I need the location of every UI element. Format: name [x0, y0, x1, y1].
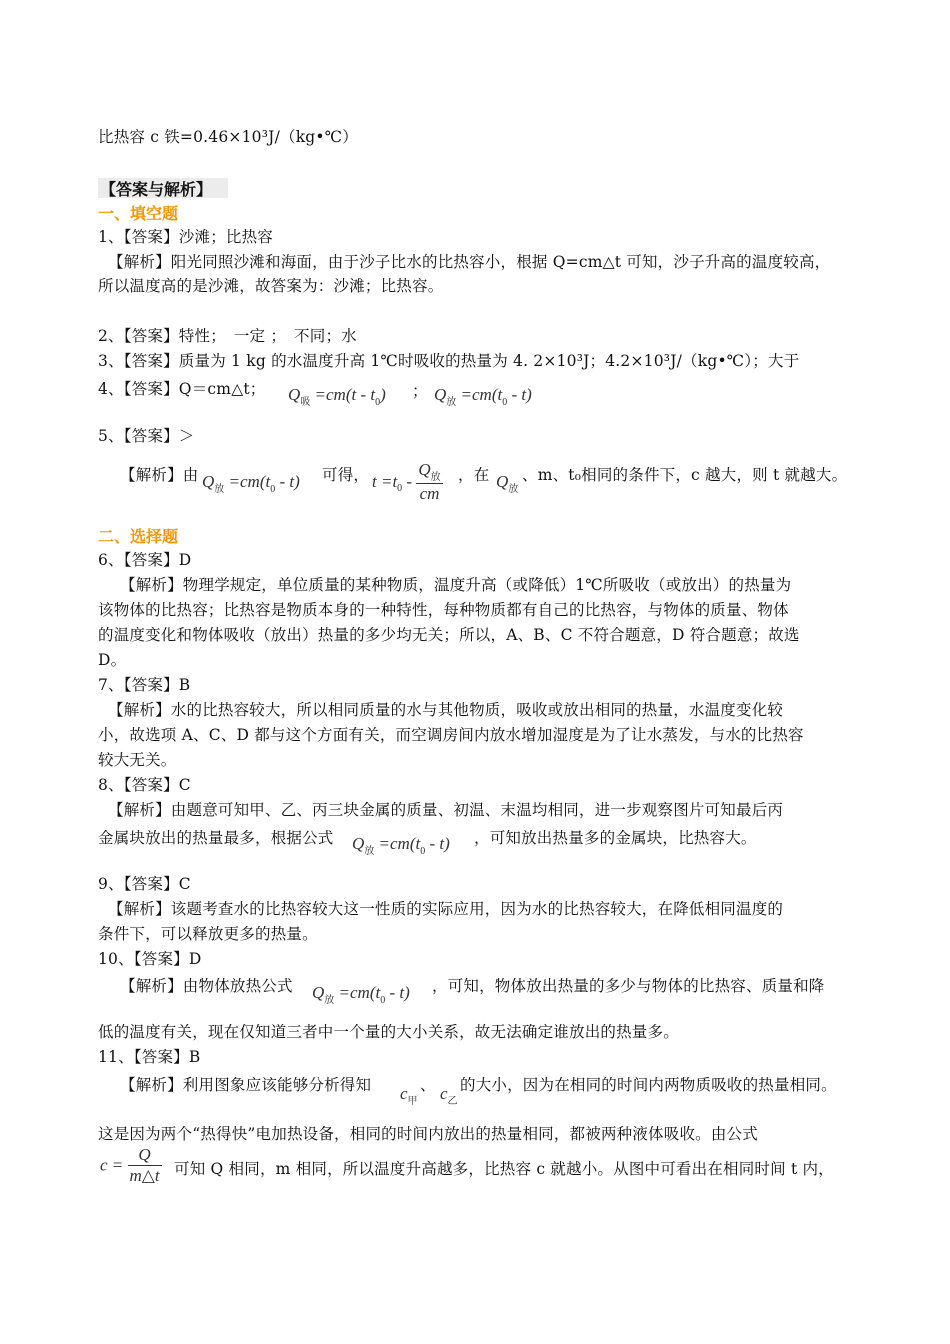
section-1-title: 一、填空题: [98, 204, 179, 223]
q11-formula-c: c = $\frac{Q}{m\triangle t}$: [100, 1145, 160, 1185]
q6-analysis-line-1: 【解析】物理学规定，单位质量的某种物质，温度升高（或降低）1℃所吸收（或放出）的热量为: [120, 576, 792, 594]
q5-formula-t: $t =t_0$ - $\frac{Q_放}{cm}$: [372, 460, 441, 503]
q7-answer: 7、【答案】B: [98, 676, 191, 694]
q9-analysis-line-2: 条件下，可以释放更多的热量。: [98, 925, 318, 943]
q6-analysis-line-2: 该物体的比热容；比热容是物质本身的一种特性，每种物质都有自己的比热容，与物体的质量、物体: [98, 601, 789, 619]
q5-formula-q: $Q_放$: [496, 472, 519, 495]
q9-analysis-line-1: 【解析】该题考查水的比热容较大这一性质的实际应用，因为水的比热容较大，在降低相同温度的: [108, 900, 784, 918]
q11-analysis-line-1a: 【解析】利用图象应该能够分析得知: [120, 1076, 372, 1094]
q11-c-yi: $c_乙$: [440, 1084, 458, 1107]
q5-analysis-b: 可得，: [322, 466, 370, 484]
q2-answer: 2、【答案】特性； 一定 ； 不同；水: [98, 327, 357, 345]
q10-answer: 10、【答案】D: [98, 950, 202, 968]
q5-analysis-c: ，在: [458, 466, 490, 484]
q8-analysis-line-2a: 金属块放出的热量最多，根据公式: [98, 829, 334, 847]
q11-answer: 11、【答案】B: [98, 1048, 201, 1066]
q5-formula-release: $Q_放 =cm(t_0 - t)$: [202, 472, 300, 495]
q4-formula-release: $Q_放 =cm(t_0 - t)$: [434, 385, 532, 408]
q6-analysis-line-4: D。: [98, 651, 127, 669]
q8-analysis-line-2b: ，可知放出热量多的金属块，比热容大。: [474, 829, 757, 847]
q7-analysis-line-3: 较大无关。: [98, 751, 177, 769]
q11-analysis-line-2: 这是因为两个“热得快”电加热设备，相同的时间内放出的热量相同，都被两种液体吸收。由公式: [98, 1125, 758, 1143]
q9-answer: 9、【答案】C: [98, 875, 191, 893]
q11-analysis-line-1c: 的大小，因为在相同的时间内两物质吸收的热量相同。: [460, 1076, 837, 1094]
q4-separator: ；: [412, 382, 428, 400]
q5-analysis-d: 、m、t₀相同的条件下，c 越大，则 t 就越大。: [522, 466, 848, 484]
q10-analysis-line-2: 低的温度有关，现在仅知道三者中一个量的大小关系，故无法确定谁放出的热量多。: [98, 1023, 679, 1041]
q5-answer: 5、【答案】＞: [98, 427, 195, 445]
q7-analysis-line-2: 小，故选项 A、C、D 都与这个方面有关，而空调房间内放水增加湿度是为了让水蒸发，与水的比热容: [98, 726, 804, 744]
q8-analysis-line-1: 【解析】由题意可知甲、乙、丙三块金属的质量、初温、末温均相同，进一步观察图片可知最后丙: [108, 801, 784, 819]
q1-answer: 1、【答案】沙滩；比热容: [98, 228, 274, 246]
answers-header: 【答案与解析】: [100, 180, 213, 199]
q7-analysis-line-1: 【解析】水的比热容较大，所以相同质量的水与其他物质，吸收或放出相同的热量，水温度变化较: [108, 701, 784, 719]
q10-analysis-line-1b: ，可知，物体放出热量的多少与物体的比热容、质量和降: [432, 977, 825, 995]
q4-formula-absorb: $Q_吸 =cm(t - t_0)$: [288, 385, 386, 408]
q5-analysis-a: 【解析】由: [120, 466, 199, 484]
q3-answer: 3、【答案】质量为 1 kg 的水温度升高 1℃时吸收的热量为 4. 2×10³J；4.2×10³J/（kg•℃）；大于: [98, 352, 800, 370]
q1-analysis-line-1: 【解析】阳光同照沙滩和海面，由于沙子比水的比热容小，根据 Q=cm△t 可知，沙子升高的温度较高，: [108, 253, 831, 271]
q10-analysis-line-1a: 【解析】由物体放热公式: [120, 977, 293, 995]
q8-answer: 8、【答案】C: [98, 776, 191, 794]
q6-answer: 6、【答案】D: [98, 551, 192, 569]
q11-c-jia: $c_甲$: [400, 1084, 418, 1107]
q6-analysis-line-3: 的温度变化和物体吸收（放出）热量的多少均无关；所以，A、B、C 不符合题意，D 符合题意；故选: [98, 626, 800, 644]
q8-formula-release: $Q_放 =cm(t_0 - t)$: [352, 834, 450, 857]
specific-heat-iron-line: 比热容 c 铁=0.46×10³J/（kg•℃）: [98, 128, 358, 146]
q11-analysis-line-1b: 、: [420, 1076, 436, 1094]
section-2-title: 二、选择题: [98, 527, 179, 546]
q10-formula-release: $Q_放 =cm(t_0 - t)$: [312, 983, 410, 1006]
q11-analysis-line-3: 可知 Q 相同，m 相同，所以温度升高越多，比热容 c 就越小。从图中可看出在相同时间 t 内，: [174, 1160, 834, 1178]
q1-analysis-line-2: 所以温度高的是沙滩，故答案为：沙滩；比热容。: [98, 277, 444, 295]
q4-answer: 4、【答案】Q＝cm△t；: [98, 380, 266, 398]
